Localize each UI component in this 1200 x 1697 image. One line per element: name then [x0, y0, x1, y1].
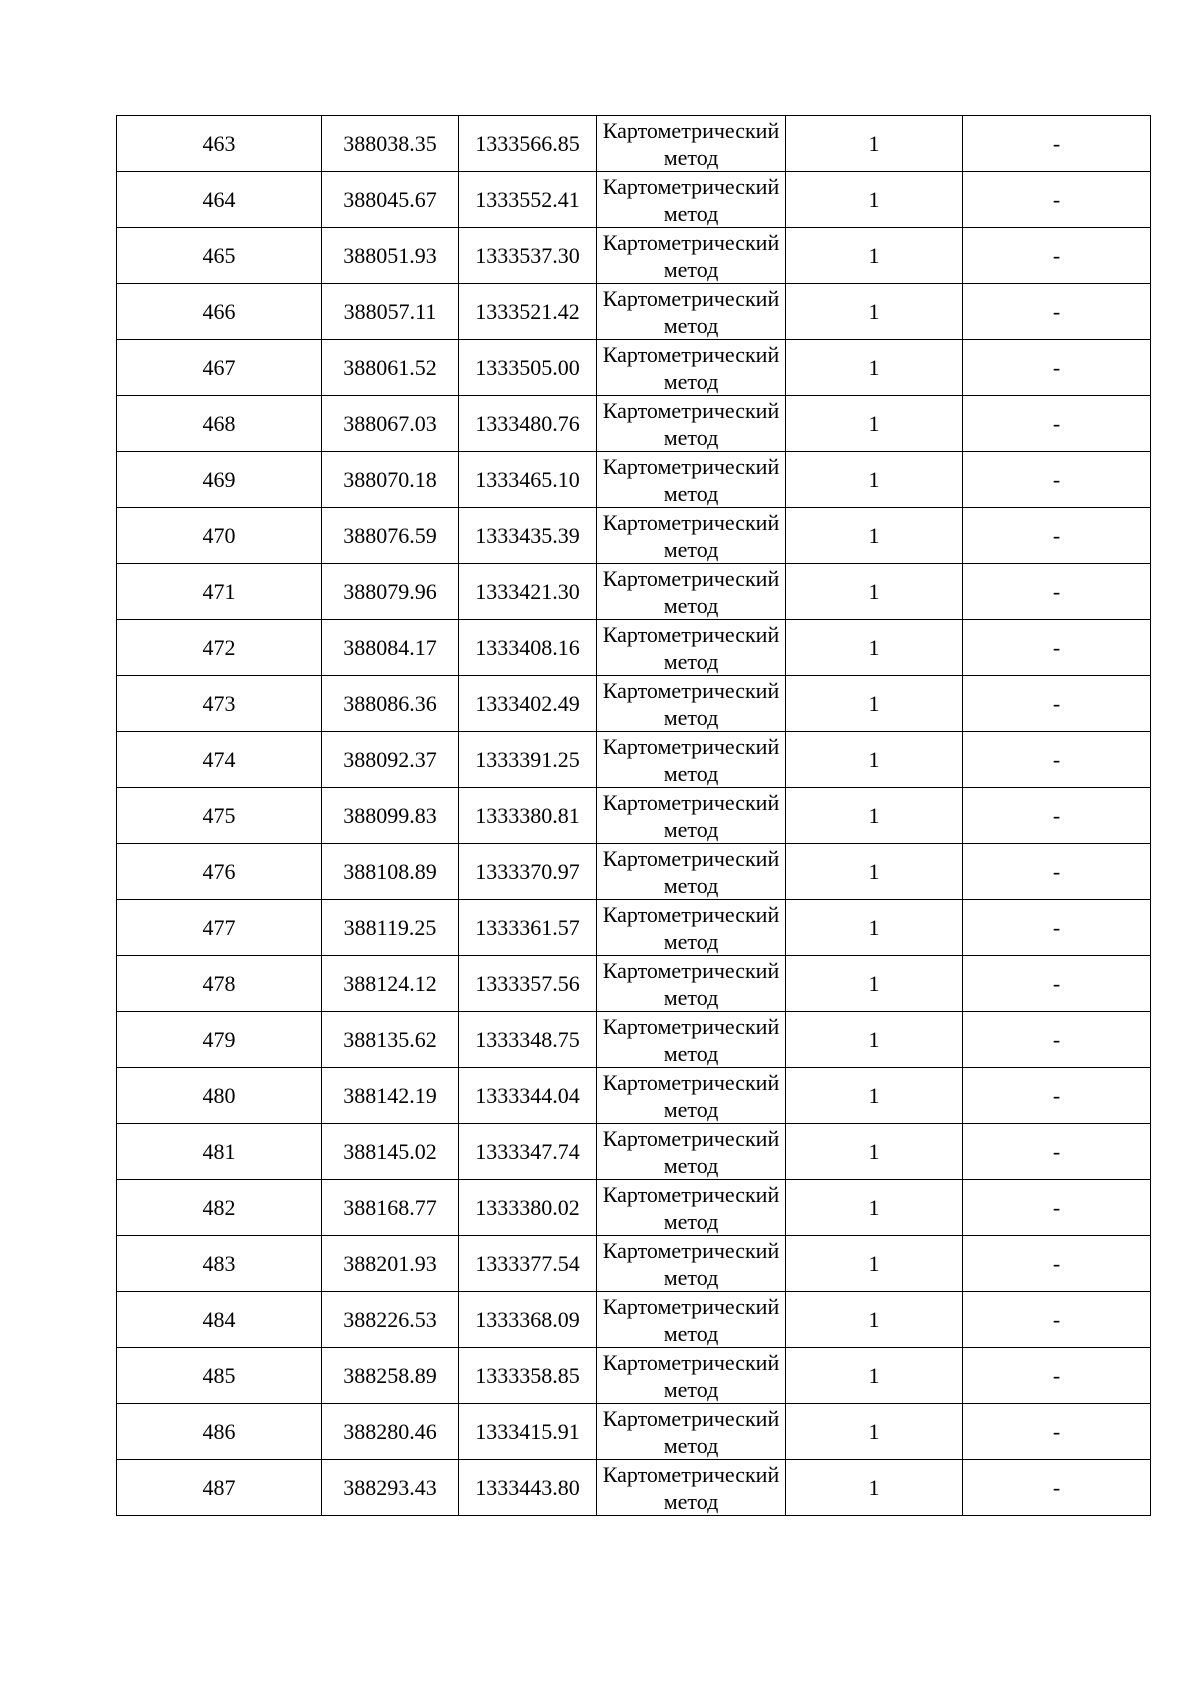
- method-cell: [597, 620, 786, 676]
- y-coordinate-cell: 1333368.09: [459, 1292, 597, 1348]
- x-coordinate-cell: 388086.36: [322, 676, 459, 732]
- method-text: Картометрический метод: [602, 1405, 780, 1458]
- point-number-cell: 470: [117, 508, 322, 564]
- table-row: [117, 340, 1151, 396]
- note-cell: -: [963, 396, 1151, 452]
- x-coordinate-cell: 388099.83: [322, 788, 459, 844]
- method-cell: [597, 1292, 786, 1348]
- method-text: Картометрический метод: [602, 957, 780, 1010]
- x-coordinate-cell: 388293.43: [322, 1460, 459, 1516]
- y-coordinate-cell: 1333480.76: [459, 396, 597, 452]
- method-text: Картометрический метод: [602, 229, 780, 282]
- note-cell: -: [963, 900, 1151, 956]
- y-coordinate-cell: 1333552.41: [459, 172, 597, 228]
- x-coordinate-cell: 388051.93: [322, 228, 459, 284]
- note-cell: -: [963, 1180, 1151, 1236]
- point-number-cell: 481: [117, 1124, 322, 1180]
- point-number-cell: 469: [117, 452, 322, 508]
- method-text: Картометрический метод: [602, 1349, 780, 1402]
- accuracy-cell: 1: [786, 1292, 963, 1348]
- accuracy-cell: 1: [786, 1460, 963, 1516]
- table-row: [117, 1124, 1151, 1180]
- point-number-cell: 472: [117, 620, 322, 676]
- accuracy-cell: 1: [786, 620, 963, 676]
- method-text: Картометрический метод: [602, 1237, 780, 1290]
- method-cell: [597, 844, 786, 900]
- method-cell: [597, 340, 786, 396]
- y-coordinate-cell: 1333377.54: [459, 1236, 597, 1292]
- table-row: [117, 452, 1151, 508]
- accuracy-cell: 1: [786, 452, 963, 508]
- method-text: Картометрический метод: [602, 1293, 780, 1346]
- point-number-cell: 483: [117, 1236, 322, 1292]
- note-cell: -: [963, 228, 1151, 284]
- method-text: Картометрический метод: [602, 397, 780, 450]
- accuracy-cell: 1: [786, 508, 963, 564]
- note-cell: -: [963, 1404, 1151, 1460]
- note-cell: -: [963, 788, 1151, 844]
- point-number-cell: 485: [117, 1348, 322, 1404]
- method-cell: [597, 900, 786, 956]
- table-row: [117, 788, 1151, 844]
- x-coordinate-cell: 388070.18: [322, 452, 459, 508]
- x-coordinate-cell: 388067.03: [322, 396, 459, 452]
- method-cell: [597, 1348, 786, 1404]
- y-coordinate-cell: 1333358.85: [459, 1348, 597, 1404]
- table-row: [117, 1404, 1151, 1460]
- point-number-cell: 465: [117, 228, 322, 284]
- method-cell: [597, 1124, 786, 1180]
- accuracy-cell: 1: [786, 1236, 963, 1292]
- method-text: Картометрический метод: [602, 1013, 780, 1066]
- table-row: [117, 1068, 1151, 1124]
- table-row: [117, 732, 1151, 788]
- method-text: Картометрический метод: [602, 453, 780, 506]
- point-number-cell: 482: [117, 1180, 322, 1236]
- method-cell: [597, 116, 786, 172]
- point-number-cell: 468: [117, 396, 322, 452]
- method-cell: [597, 788, 786, 844]
- point-number-cell: 487: [117, 1460, 322, 1516]
- note-cell: -: [963, 1292, 1151, 1348]
- note-cell: -: [963, 116, 1151, 172]
- x-coordinate-cell: 388084.17: [322, 620, 459, 676]
- accuracy-cell: 1: [786, 1348, 963, 1404]
- y-coordinate-cell: 1333348.75: [459, 1012, 597, 1068]
- method-text: Картометрический метод: [602, 845, 780, 898]
- y-coordinate-cell: 1333505.00: [459, 340, 597, 396]
- accuracy-cell: 1: [786, 564, 963, 620]
- coordinates-table: [116, 115, 1151, 1516]
- method-text: Картометрический метод: [602, 341, 780, 394]
- method-cell: [597, 1180, 786, 1236]
- accuracy-cell: 1: [786, 396, 963, 452]
- table-row: [117, 508, 1151, 564]
- table-row: [117, 1236, 1151, 1292]
- method-text: Картометрический метод: [602, 1125, 780, 1178]
- accuracy-cell: 1: [786, 788, 963, 844]
- note-cell: -: [963, 844, 1151, 900]
- table-row: [117, 844, 1151, 900]
- method-text: Картометрический метод: [602, 509, 780, 562]
- note-cell: -: [963, 620, 1151, 676]
- method-text: Картометрический метод: [602, 1181, 780, 1234]
- y-coordinate-cell: 1333421.30: [459, 564, 597, 620]
- point-number-cell: 467: [117, 340, 322, 396]
- x-coordinate-cell: 388057.11: [322, 284, 459, 340]
- x-coordinate-cell: 388145.02: [322, 1124, 459, 1180]
- accuracy-cell: 1: [786, 284, 963, 340]
- method-text: Картометрический метод: [602, 173, 780, 226]
- accuracy-cell: 1: [786, 732, 963, 788]
- table-row: [117, 564, 1151, 620]
- table-row: [117, 1348, 1151, 1404]
- y-coordinate-cell: 1333415.91: [459, 1404, 597, 1460]
- y-coordinate-cell: 1333408.16: [459, 620, 597, 676]
- method-text: Картометрический метод: [602, 677, 780, 730]
- point-number-cell: 477: [117, 900, 322, 956]
- method-cell: [597, 1460, 786, 1516]
- accuracy-cell: 1: [786, 1068, 963, 1124]
- x-coordinate-cell: 388119.25: [322, 900, 459, 956]
- x-coordinate-cell: 388076.59: [322, 508, 459, 564]
- method-text: Картометрический метод: [602, 285, 780, 338]
- method-cell: [597, 1404, 786, 1460]
- accuracy-cell: 1: [786, 844, 963, 900]
- x-coordinate-cell: 388038.35: [322, 116, 459, 172]
- method-text: Картометрический метод: [602, 733, 780, 786]
- y-coordinate-cell: 1333380.81: [459, 788, 597, 844]
- method-cell: [597, 956, 786, 1012]
- y-coordinate-cell: 1333347.74: [459, 1124, 597, 1180]
- y-coordinate-cell: 1333344.04: [459, 1068, 597, 1124]
- note-cell: -: [963, 340, 1151, 396]
- point-number-cell: 476: [117, 844, 322, 900]
- method-cell: [597, 284, 786, 340]
- point-number-cell: 474: [117, 732, 322, 788]
- method-cell: [597, 228, 786, 284]
- table-row: [117, 1460, 1151, 1516]
- point-number-cell: 486: [117, 1404, 322, 1460]
- table-row: [117, 900, 1151, 956]
- accuracy-cell: 1: [786, 1404, 963, 1460]
- method-text: Картометрический метод: [602, 565, 780, 618]
- method-text: Картометрический метод: [602, 901, 780, 954]
- table-row: [117, 172, 1151, 228]
- accuracy-cell: 1: [786, 172, 963, 228]
- coordinates-table-body: [117, 116, 1151, 1516]
- y-coordinate-cell: 1333380.02: [459, 1180, 597, 1236]
- x-coordinate-cell: 388201.93: [322, 1236, 459, 1292]
- note-cell: -: [963, 508, 1151, 564]
- y-coordinate-cell: 1333391.25: [459, 732, 597, 788]
- note-cell: -: [963, 1068, 1151, 1124]
- accuracy-cell: 1: [786, 1180, 963, 1236]
- point-number-cell: 463: [117, 116, 322, 172]
- y-coordinate-cell: 1333521.42: [459, 284, 597, 340]
- method-text: Картометрический метод: [602, 1461, 780, 1514]
- x-coordinate-cell: 388124.12: [322, 956, 459, 1012]
- note-cell: -: [963, 732, 1151, 788]
- x-coordinate-cell: 388092.37: [322, 732, 459, 788]
- x-coordinate-cell: 388280.46: [322, 1404, 459, 1460]
- x-coordinate-cell: 388226.53: [322, 1292, 459, 1348]
- note-cell: -: [963, 1012, 1151, 1068]
- note-cell: -: [963, 172, 1151, 228]
- table-row: [117, 1180, 1151, 1236]
- y-coordinate-cell: 1333361.57: [459, 900, 597, 956]
- method-cell: [597, 508, 786, 564]
- method-text: Картометрический метод: [602, 789, 780, 842]
- accuracy-cell: 1: [786, 228, 963, 284]
- note-cell: -: [963, 1124, 1151, 1180]
- y-coordinate-cell: 1333435.39: [459, 508, 597, 564]
- table-row: [117, 1292, 1151, 1348]
- table-row: [117, 284, 1151, 340]
- accuracy-cell: 1: [786, 900, 963, 956]
- note-cell: -: [963, 1348, 1151, 1404]
- point-number-cell: 484: [117, 1292, 322, 1348]
- table-row: [117, 620, 1151, 676]
- method-text: Картометрический метод: [602, 117, 780, 170]
- table-row: [117, 396, 1151, 452]
- x-coordinate-cell: 388168.77: [322, 1180, 459, 1236]
- point-number-cell: 479: [117, 1012, 322, 1068]
- point-number-cell: 478: [117, 956, 322, 1012]
- table-row: [117, 1012, 1151, 1068]
- method-text: Картометрический метод: [602, 1069, 780, 1122]
- x-coordinate-cell: 388079.96: [322, 564, 459, 620]
- method-cell: [597, 676, 786, 732]
- x-coordinate-cell: 388045.67: [322, 172, 459, 228]
- point-number-cell: 473: [117, 676, 322, 732]
- x-coordinate-cell: 388135.62: [322, 1012, 459, 1068]
- note-cell: -: [963, 284, 1151, 340]
- y-coordinate-cell: 1333402.49: [459, 676, 597, 732]
- note-cell: -: [963, 956, 1151, 1012]
- accuracy-cell: 1: [786, 116, 963, 172]
- note-cell: -: [963, 564, 1151, 620]
- table-row: [117, 956, 1151, 1012]
- method-text: Картометрический метод: [602, 621, 780, 674]
- x-coordinate-cell: 388258.89: [322, 1348, 459, 1404]
- point-number-cell: 464: [117, 172, 322, 228]
- accuracy-cell: 1: [786, 956, 963, 1012]
- accuracy-cell: 1: [786, 676, 963, 732]
- x-coordinate-cell: 388108.89: [322, 844, 459, 900]
- method-cell: [597, 564, 786, 620]
- method-cell: [597, 1068, 786, 1124]
- method-cell: [597, 1236, 786, 1292]
- y-coordinate-cell: 1333357.56: [459, 956, 597, 1012]
- table-row: [117, 116, 1151, 172]
- point-number-cell: 466: [117, 284, 322, 340]
- note-cell: -: [963, 452, 1151, 508]
- note-cell: -: [963, 1236, 1151, 1292]
- method-cell: [597, 452, 786, 508]
- method-cell: [597, 1012, 786, 1068]
- accuracy-cell: 1: [786, 1012, 963, 1068]
- point-number-cell: 475: [117, 788, 322, 844]
- y-coordinate-cell: 1333370.97: [459, 844, 597, 900]
- y-coordinate-cell: 1333465.10: [459, 452, 597, 508]
- note-cell: -: [963, 676, 1151, 732]
- point-number-cell: 471: [117, 564, 322, 620]
- x-coordinate-cell: 388061.52: [322, 340, 459, 396]
- table-row: [117, 228, 1151, 284]
- y-coordinate-cell: 1333537.30: [459, 228, 597, 284]
- accuracy-cell: 1: [786, 340, 963, 396]
- method-cell: [597, 172, 786, 228]
- y-coordinate-cell: 1333566.85: [459, 116, 597, 172]
- note-cell: -: [963, 1460, 1151, 1516]
- accuracy-cell: 1: [786, 1124, 963, 1180]
- point-number-cell: 480: [117, 1068, 322, 1124]
- table-row: [117, 676, 1151, 732]
- x-coordinate-cell: 388142.19: [322, 1068, 459, 1124]
- method-cell: [597, 732, 786, 788]
- y-coordinate-cell: 1333443.80: [459, 1460, 597, 1516]
- method-cell: [597, 396, 786, 452]
